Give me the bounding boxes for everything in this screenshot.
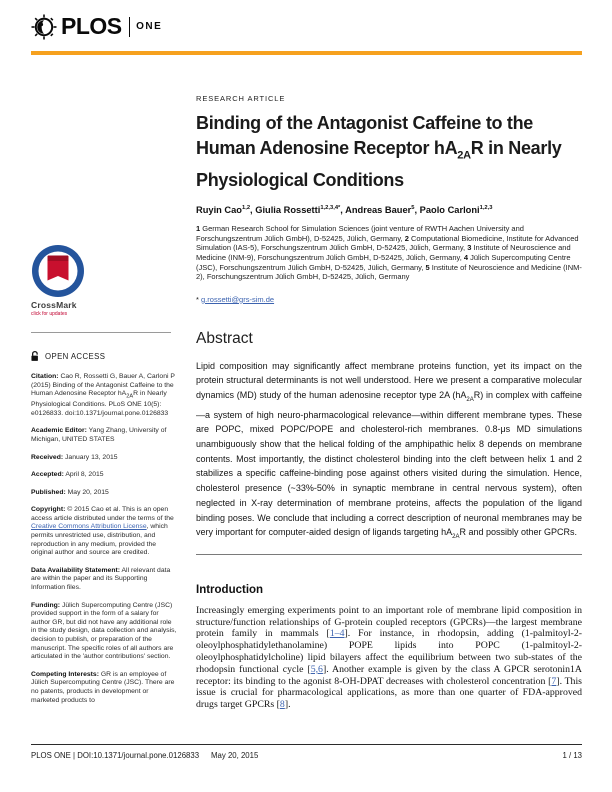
crossmark-badge-icon (31, 244, 85, 298)
competing-interests-note (31, 671, 177, 705)
copyright-label: Copyright: (31, 506, 66, 514)
funding-text: Jülich Supercomputing Centre (JSC) provided support in the form of a salary for author GR, but did not have any additional role in the study design, data collection and analysis, decision to publish, or preparation of the manuscript. The specific roles of all authors are articulated in the 'author contributions' section. (31, 601, 177, 661)
intro-text: ]. This issue is crucial for pharmacological applications, as more than one quarter of FDA-approved drugs target GPCRs [ (196, 675, 582, 711)
affil-text: German Research School for Simulation Sciences (joint venture of RWTH Aachen University and Forschungszentrum Jülich GmbH), D-52425, Jülich, Germany, (196, 224, 524, 243)
article-main-column (196, 88, 582, 711)
affiliation-list (196, 224, 582, 282)
plos-globe-icon (31, 14, 57, 40)
affil-text: Institute of Neuroscience and Medicine (INM-2), Forschungszentrum Jülich GmbH, D-52425, Jülich, Germany (196, 262, 582, 282)
author-separator: , (250, 205, 256, 216)
footer-divider (31, 744, 582, 745)
reference-link-8[interactable]: 8 (279, 699, 285, 711)
affil-num: 2 (404, 233, 409, 243)
plos-wordmark: PLOS (61, 13, 122, 39)
academic-editor-text: Yang Zhang, University of Michigan, UNITED STATES (31, 427, 167, 443)
footer-doi: PLOS ONE | DOI:10.1371/journal.pone.0126833 (31, 751, 200, 760)
academic-editor-note (31, 427, 177, 444)
abstract-divider (196, 554, 582, 555)
author-affil-sup: 1,2 (241, 205, 251, 212)
open-access-badge (31, 350, 171, 362)
crossmark-badge[interactable] (31, 244, 95, 317)
footer-journal-info (31, 751, 258, 760)
abstract-text-end: R and possibly other GPCRs. (459, 527, 578, 538)
affil-text: Institute of Neuroscience and Medicine (INM-9), Forschungszentrum Jülich GmbH, D-52425, Jülich, Germany, (196, 243, 571, 262)
article-type-kicker: RESEARCH ARTICLE (196, 94, 286, 103)
reference-link-1-4[interactable]: 1–4 (329, 628, 345, 640)
published-label: Published: (31, 488, 66, 496)
copyright-text-cont: , which permits unrestricted use, distribution, and reproduction in any medium, provided the original author and source are credited. (31, 523, 168, 557)
affil-text: Computational Biomedicine, Institute for Advanced Simulation (IAS-5), Forschungszentrum Jülich GmbH, D-52425, Jülich, Germany, (196, 233, 579, 253)
crossmark-title: CrossMark (31, 300, 77, 310)
sidebar-divider (31, 332, 171, 333)
citation-note (31, 373, 177, 418)
footer-date: May 20, 2015 (211, 751, 259, 760)
reference-link-7[interactable]: 7 (551, 675, 557, 687)
one-wordmark: ONE (136, 21, 163, 32)
footer-page-number: 1 / 13 (562, 751, 582, 760)
copyright-text: © 2015 Cao et al. This is an open access article distributed under the terms of the (31, 506, 174, 522)
competing-interests-text: GR is an employee of Jülich Supercomputing Centre (JSC). There are no patents, products in development or marketed products to (31, 670, 175, 704)
corresponding-email (196, 295, 582, 304)
reference-link-5-6[interactable]: 5,6 (310, 663, 323, 675)
data-availability-label: Data Availability Statement: (31, 566, 121, 574)
received-label: Received: (31, 453, 64, 461)
funding-note (31, 602, 177, 662)
academic-editor-label: Academic Editor: (31, 427, 87, 435)
affil-num: 4 (463, 252, 469, 262)
citation-label: Citation: (31, 373, 59, 380)
introduction-heading: Introduction (196, 583, 264, 596)
competing-interests-label: Competing Interests: (31, 670, 99, 678)
title-text: Binding of the Antagonist Caffeine to the Human Adenosine Receptor hA (196, 113, 534, 158)
crossmark-subtitle: click for updates (31, 311, 68, 317)
accepted-label: Accepted: (31, 471, 64, 479)
accepted-note (31, 471, 177, 480)
affil-text: Jülich Supercomputing Centre (JSC), Forschungszentrum Jülich GmbH, D-52425, Jülich, Germany, (196, 252, 571, 272)
article-title (196, 111, 582, 192)
plos-one-logo (31, 13, 162, 40)
accepted-date: April 8, 2015 (63, 471, 104, 479)
intro-text: ]. (284, 699, 291, 711)
introduction-paragraph (196, 605, 582, 711)
citation-text-cont: R in Nearly Physiological Conditions. PLoS ONE 10(5): e0126833. doi:10.1371/journal.pone.0126833 (31, 390, 169, 417)
author-list (196, 205, 582, 215)
abstract-subscript: 2A (452, 534, 460, 541)
abstract-subscript: 2A (466, 396, 474, 403)
intro-text: ]. For instance, in rhodopsin, adding (1-palmitoyl-2-oleoylphosphatidylethanolamine) POPE lipids into POPC (1-palmitoyl-2-oleoylphosphatidylcholine) lipid bilayers affect the equilibrium between two sub-states of the rhodopsin functional cycle [ (196, 628, 582, 675)
author-separator: , (340, 205, 346, 216)
title-text-cont: R in Nearly Physiological Conditions (196, 137, 562, 190)
intro-text: ]. Another example is given by the class A GPCR serotonin1A receptor: its binding to the agonist 8-OH-DPAT decreases with cholesterol concentration [ (196, 663, 582, 687)
funding-label: Funding: (31, 601, 61, 609)
cc-license-link[interactable]: Creative Commons Attribution License (31, 523, 147, 531)
published-date: May 20, 2015 (65, 488, 109, 496)
copyright-note (31, 506, 177, 558)
abstract-text: Lipid composition may significantly affect membrane proteins function, yet its impact on the protein structural determinants is not well understood. Here we present a comparative molecular dynamics (MD) study of the human adenosine receptor type 2A (hA (196, 360, 582, 401)
affil-num: 3 (467, 243, 472, 253)
received-date: January 13, 2015 (63, 453, 118, 461)
citation-text: Cao R, Rossetti G, Bauer A, Carloni P (2015) Binding of the Antagonist Caffeine to the Human Adenosine Receptor hA (31, 373, 175, 398)
header-accent-bar (31, 51, 582, 55)
email-link[interactable]: g.rossetti@grs-sim.de (201, 294, 275, 304)
author-affil-sup: 1,2,3,4* (320, 205, 341, 212)
page-footer (31, 751, 582, 760)
published-note (31, 489, 177, 498)
title-subscript: 2A (457, 149, 471, 162)
intro-text: Increasingly emerging experiments point to an important role of membrane lipid composition in structure/function relationships of G-protein coupled receptors (GPCRs)—the largest membrane protein family in mammals [ (196, 604, 582, 640)
abstract-text-cont: R) in complex with caffeine—a system of high neuro-pharmacological relevance—within different membrane types. These are POPC, mixed POPC/POPE and cholesterol-rich membranes. 0.8-μs MD simulations unambiguously show that the helical folding of the amphipathic helix 8 depends on membrane contents. Most importantly, the distinct cholesterol binding into the cleft between helix 1 and 2 stabilizes a specific caffeine-binding pose against others visited during the simulation. Hence, cholesterol presence (~33%-50% in synaptic membrane in central nervous system), often neglected in X-ray determination of membrane proteins, affects the population of the ligand binding poses. We conclude that including a correct description of neuronal membranes may be very important for computer-aided design of ligands targeting hA (196, 390, 582, 538)
affil-num: 1 (196, 224, 201, 234)
data-availability-note (31, 567, 177, 593)
received-note (31, 454, 177, 463)
author: Andreas Bauer (345, 205, 412, 216)
email-marker: * (196, 294, 199, 304)
open-lock-icon (31, 350, 40, 362)
author-affil-sup: 1,2,3 (479, 205, 493, 212)
author-affil-sup: 5 (411, 205, 415, 212)
abstract-paragraph (196, 359, 582, 545)
author: Ruyin Cao (196, 205, 242, 216)
data-availability-text: All relevant data are within the paper and its Supporting Information files. (31, 566, 171, 592)
affil-num: 5 (425, 262, 430, 272)
content-area (31, 88, 582, 711)
author: Paolo Carloni (419, 205, 480, 216)
author: Giulia Rossetti (255, 205, 321, 216)
abstract-heading: Abstract (196, 329, 253, 347)
article-meta-sidebar (31, 88, 183, 711)
logo-divider (129, 17, 131, 37)
citation-subscript: 2A (126, 393, 134, 400)
open-access-label: OPEN ACCESS (45, 351, 106, 361)
author-separator: , (414, 205, 420, 216)
